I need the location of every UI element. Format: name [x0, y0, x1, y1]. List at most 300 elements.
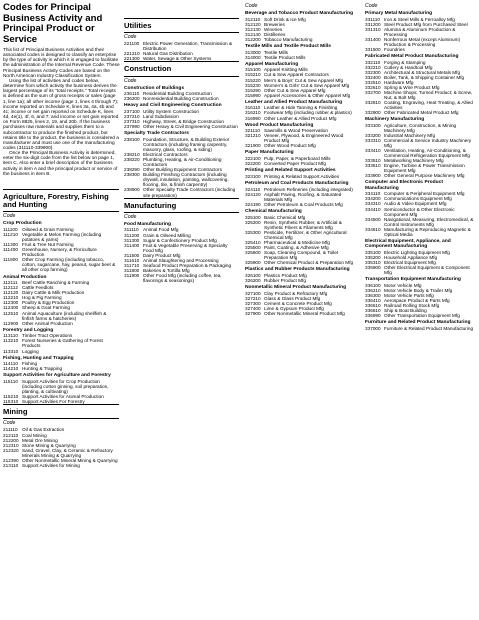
activity-code: 333200	[365, 133, 381, 139]
activity-code: 221300	[124, 56, 140, 62]
activity-code: 112210	[3, 295, 19, 301]
activity-code: 331110	[365, 16, 380, 22]
group-heading: Textile Mills and Textile Product Mills	[245, 43, 331, 49]
activity-description: Other Crop Farming (including tobacco, cotton, sugarcane, hay, peanut, sugar beet & all other crop farming)	[22, 257, 116, 273]
activity-code: 324120	[245, 191, 261, 197]
code-row	[365, 37, 476, 47]
group-heading: Printing and Related Support Activities	[245, 168, 336, 174]
group-heading: Wood Product Manufacturing	[245, 122, 314, 128]
group-heading: Furniture and Related Product Manufacturing	[365, 319, 471, 325]
section-rule	[124, 61, 239, 62]
activity-code: 331500	[365, 46, 381, 52]
activity-description: Building Finishing Contractors (including drywall, insulation, painting, wallcovering, flooring, tile, & finish carpentry)	[143, 172, 229, 188]
activity-code: 113210	[3, 338, 19, 344]
code-row	[365, 138, 476, 148]
activity-description: Motor Vehicle Mfg	[384, 282, 422, 288]
activity-code: 314000	[245, 54, 261, 60]
activity-code: 238210	[124, 152, 140, 158]
intro-paragraph: Once the Principal Business Activity is determined, enter the six-digit code from the list below on page 1, item C. Also enter a brief description of the business activity in item A and the principal product or service of the business in item B.	[3, 151, 118, 177]
activity-code: 237100	[124, 109, 140, 115]
activity-code: 316110	[245, 105, 261, 111]
activity-code: 238300	[124, 172, 140, 178]
activity-description: Commercial & Service Industry Machinery Mfg	[384, 138, 472, 149]
activity-code: 311300	[124, 237, 140, 243]
group-heading: Electrical Equipment, Appliance, and Component Manufacturing	[365, 238, 451, 249]
activity-code: 332810	[365, 100, 381, 106]
section-rule	[3, 189, 119, 190]
activity-description: Other Nonmetallic Mineral Mining & Quarrying	[22, 457, 118, 463]
activity-description: Plastics Product Mfg	[264, 272, 307, 278]
activity-code: 311900	[124, 272, 140, 278]
activity-code: 325600	[245, 249, 261, 255]
group-heading: Fabricated Metal Product Manufacturing	[365, 54, 459, 60]
activity-description: Electric Power Generation, Transmission & Distribution	[143, 41, 233, 52]
activity-code: 311200	[124, 232, 140, 238]
activity-description: Manufacturing & Reproducing Magnetic & Optical Media	[384, 226, 471, 237]
intro-paragraph: This list of Principal Business Activities and their associated codes is designed to classify an enterprise by the type of activity in which it is engaged to facilitate the administration of the Internal Revenue Code. These Principal Business Activity Codes are based on the North American Industry Classification System.	[3, 48, 120, 79]
section-heading: Mining	[3, 407, 28, 417]
activity-description: Foundries	[384, 46, 405, 52]
code-row	[245, 133, 360, 143]
activity-code: 213110	[3, 462, 19, 468]
code-row	[3, 349, 119, 354]
group-heading: Chemical Manufacturing	[245, 208, 302, 214]
activity-description: Coal Mining	[22, 432, 47, 438]
code-row	[3, 379, 119, 394]
code-column-4	[365, 3, 476, 331]
code-column-label: Code	[365, 3, 378, 9]
section-divider	[124, 32, 239, 33]
code-column-label: Code	[124, 34, 137, 41]
activity-description: Other Building Equipment Contractors	[143, 167, 222, 173]
group-heading: Forestry and Logging	[3, 327, 54, 333]
code-row	[124, 137, 239, 152]
activity-description: Steel Product Mfg from Purchased Steel	[384, 21, 468, 27]
code-row	[3, 366, 119, 371]
code-row	[365, 326, 476, 331]
activity-code: 111300	[3, 242, 18, 248]
activity-description: Other Leather & Allied Product Mfg	[264, 115, 337, 121]
activity-description: Oilseed & Grain Farming	[22, 227, 74, 233]
intro-paragraph: Using the list of activities and codes below, determine from which activity the business derives the largest percentage of its "total receipts." Total receipts is defined as the sum of gross receipts or sales (page 1, line 1a); all other income (page 1, lines 4 through 7); income reported on Schedule K, lines 3a, 4a, 4b and 4c; income or net gain reported on Schedule K, lines 4d, 4e(1), 4f, 6, and 7; and income or net gain reported on Form 8825, lines 2, 19, and 20b. If the business purchases raw materials and supplies them to a subcontractor to produce the finished product, but retains title to the product, the business is considered a manufacturer and must use one of the manufacturing codes (311110-339900).	[3, 78, 119, 151]
section-divider	[3, 418, 119, 419]
activity-description: Architectural & Structural Metals Mfg	[384, 69, 461, 75]
activity-description: Hog & Pig Farming	[22, 295, 62, 301]
activity-description: Other Wood Product Mfg	[264, 143, 316, 149]
activity-code: 212320	[3, 447, 19, 453]
activity-code: 323100	[245, 173, 261, 179]
activity-description: Support Activities For Forestry	[22, 399, 85, 405]
code-row	[365, 123, 476, 133]
activity-description: Aerospace Product & Parts Mfg	[384, 297, 450, 303]
activity-description: Motor Vehicle Body & Trailer Mfg	[384, 287, 453, 293]
activity-code: 325300	[245, 229, 261, 235]
activity-description: Tobacco Manufacturing	[264, 36, 313, 42]
code-row	[245, 202, 360, 207]
group-heading: Machinery Manufacturing	[365, 117, 425, 123]
activity-description: Textile Product Mills	[264, 54, 306, 60]
activity-description: Other Food Mfg (including coffee, tea, flavorings & seasonings)	[143, 272, 222, 283]
activity-description: Other Electrical Equipment & Component Mfg	[384, 264, 470, 275]
activity-code: 115110	[3, 379, 18, 385]
code-row	[124, 172, 239, 187]
code-row	[365, 265, 476, 275]
activity-description: Other Fabricated Metal Product Mfg	[384, 110, 459, 116]
activity-description: Ventilation, Heating, Air-Conditioning, & Commercial Refrigeration Equipment Mfg	[384, 148, 470, 159]
activity-description: Footwear Mfg (including rubber & plastics)	[264, 110, 352, 116]
activity-description: Logging	[22, 348, 39, 354]
activity-description: Other Nonmetallic Mineral Product Mfg	[264, 310, 345, 316]
activity-description: Dairy Cattle & Milk Production	[22, 290, 85, 296]
activity-description: Semiconductor & Other Electronic Component Mfg	[384, 206, 455, 217]
activity-code: 327300	[245, 300, 261, 306]
group-heading: Animal Production	[3, 274, 47, 280]
activity-code: 238100	[124, 136, 140, 142]
code-row	[365, 27, 476, 37]
activity-description: Pharmaceutical & Medicine Mfg	[264, 239, 330, 245]
activity-description: Nonresidential Building Construction	[143, 96, 219, 102]
activity-code: 113110	[3, 333, 18, 339]
activity-code: 332300	[365, 69, 381, 75]
code-column-1	[3, 189, 119, 468]
code-row	[124, 96, 239, 101]
activity-code: 331310	[365, 26, 381, 32]
section-rule	[124, 198, 239, 199]
code-row	[124, 41, 239, 51]
activity-code: 211110	[3, 427, 18, 433]
activity-code: 238290	[124, 167, 140, 173]
activity-code: 336990	[365, 312, 381, 318]
activity-description: Cut & Sew Apparel Contractors	[264, 72, 329, 78]
activity-code: 114210	[3, 366, 19, 372]
activity-code: 212390	[3, 457, 19, 463]
activity-description: Other Petroleum & Coal Products Mfg	[264, 201, 343, 207]
activity-description: Cutlery & Handtool Mfg	[384, 64, 433, 70]
activity-description: Support Activities for Crop Production (including cotton ginning, soil preparation, planting, & cultivating)	[22, 379, 109, 395]
activity-description: Dairy Product Mfg	[143, 252, 181, 258]
activity-description: Iron & Steel Mills & Ferroalloy Mfg	[384, 16, 455, 22]
activity-code: 112300	[3, 300, 19, 306]
group-heading: Fishing, Hunting and Trapping	[3, 355, 74, 361]
activity-description: Sand, Gravel, Clay, & Ceramic & Refractory Minerals Mining & Quarrying	[22, 447, 113, 458]
code-row	[245, 260, 360, 265]
activity-code: 336100	[365, 282, 381, 288]
activity-description: Communications Equipment Mfg	[384, 196, 452, 202]
activity-description: Pesticide, Fertilizer, & Other Agricultural Chemical Mfg	[264, 229, 347, 240]
activity-code: 221210	[124, 51, 140, 57]
activity-code: 322200	[245, 161, 261, 167]
activity-code: 315990	[245, 92, 261, 98]
activity-code: 316210	[245, 110, 261, 116]
activity-description: Ship & Boat Building	[384, 307, 427, 313]
activity-description: Electrical Contractors	[143, 152, 188, 158]
group-heading: Leather and Allied Product Manufacturing	[245, 99, 343, 105]
code-row	[3, 257, 119, 272]
activity-code: 212200	[3, 437, 19, 443]
activity-code: 336510	[365, 302, 381, 308]
activity-description: Seafood Product Preparation & Packaging	[143, 262, 232, 268]
activity-code: 332510	[365, 79, 381, 85]
activity-description: Motor Vehicle Parts Mfg	[384, 292, 434, 298]
activity-description: Basic Chemical Mfg	[264, 214, 306, 220]
activity-code: 111100	[3, 227, 18, 233]
activity-code: 311610	[124, 257, 140, 263]
activity-code: 315290	[245, 87, 261, 93]
section-heading: Manufacturing	[124, 200, 177, 210]
code-row	[3, 232, 119, 242]
group-heading: Support Activities for Agriculture and Forestry	[3, 373, 111, 379]
code-row	[365, 100, 476, 110]
activity-description: Sawmills & Wood Preservation	[264, 128, 328, 134]
activity-code: 311800	[124, 267, 140, 273]
activity-description: Breweries	[264, 21, 285, 27]
activity-description: Animal Food Mfg	[143, 227, 179, 233]
activity-description: Glass & Glass Product Mfg	[264, 295, 321, 301]
activity-description: Oil & Gas Extraction	[22, 427, 65, 433]
activity-description: Spring & Wire Product Mfg	[384, 84, 440, 90]
activity-code: 333410	[365, 148, 381, 154]
section-divider	[124, 76, 239, 77]
code-row	[245, 55, 360, 60]
activity-code: 312130	[245, 26, 261, 32]
activity-description: Cattle Feedlots	[22, 285, 54, 291]
activity-description: Beef Cattle Ranching & Farming	[22, 280, 90, 286]
activity-code: 212110	[3, 432, 19, 438]
activity-code: 321210	[245, 133, 261, 139]
code-row	[245, 311, 360, 316]
activity-description: Machine Shops; Turned Product; & Screw, Nut, & Bolt Mfg	[384, 90, 473, 101]
activity-code: 327210	[245, 295, 261, 301]
code-row	[245, 37, 360, 42]
activity-code: 334610	[365, 226, 381, 232]
activity-code: 212310	[3, 442, 19, 448]
activity-code: 333610	[365, 163, 381, 169]
section-divider	[3, 211, 119, 212]
activity-description: Land Subdivision	[143, 114, 179, 120]
code-row	[124, 56, 239, 61]
activity-code: 111900	[3, 257, 18, 263]
activity-code: 334500	[365, 216, 381, 222]
code-row	[245, 161, 360, 166]
activity-description: Audio & Video Equipment Mfg	[384, 201, 447, 207]
activity-description: Rubber Product Mfg	[264, 277, 306, 283]
code-column-label: Code	[3, 213, 16, 220]
group-heading: Apparel Manufacturing	[245, 61, 299, 67]
activity-code: 312110	[245, 16, 261, 22]
activity-description: Other Chemical Product & Preparation Mfg	[264, 260, 354, 266]
group-heading: Nonmetallic Mineral Product Manufacturing	[245, 284, 347, 290]
activity-code: 332610	[365, 84, 381, 90]
activity-code: 327100	[245, 290, 261, 296]
code-row	[124, 124, 239, 129]
section-rule	[124, 18, 239, 19]
activity-code: 336210	[365, 287, 381, 293]
activity-description: Fruit & Vegetable Preserving & Specialty Food Mfg	[143, 242, 228, 253]
activity-description: Distilleries	[264, 31, 286, 37]
activity-code: 336410	[365, 297, 381, 303]
activity-code: 334200	[365, 196, 381, 202]
activity-description: Cement & Concrete Product Mfg	[264, 300, 332, 306]
activity-description: Utility System Construction	[143, 109, 200, 115]
activity-description: Clay Product & Refractory Mfg	[264, 290, 328, 296]
activity-description: Sheep & Goat Farming	[22, 305, 70, 311]
group-heading: Paper Manufacturing	[245, 150, 294, 156]
section-heading: Agriculture, Forestry, Fishing and Hunting	[3, 192, 109, 210]
code-row	[124, 243, 239, 253]
code-row	[365, 163, 476, 173]
activity-code: 327400	[245, 305, 261, 311]
group-heading: Food Manufacturing	[124, 221, 171, 227]
code-row	[245, 278, 360, 283]
activity-description: Resin, Synthetic Rubber, & Artificial & Synthetic Fibers & Filaments Mfg	[264, 219, 342, 230]
activity-code: 238220	[124, 157, 140, 163]
activity-code: 311500	[124, 252, 140, 258]
activity-code: 326200	[245, 277, 261, 283]
activity-description: Engine, Turbine & Power Transmission Equipment Mfg	[384, 163, 465, 174]
activity-code: 332900	[365, 110, 381, 116]
activity-description: Boiler, Tank, & Shipping Container Mfg	[384, 74, 465, 80]
activity-description: Support Activities for Animal Production	[22, 394, 104, 400]
activity-code: 115210	[3, 394, 19, 400]
section-rule	[3, 404, 119, 405]
activity-code: 111210	[3, 232, 18, 238]
code-row	[365, 217, 476, 227]
code-column-2	[124, 18, 239, 283]
code-row	[124, 187, 239, 197]
activity-code: 112120	[3, 290, 19, 296]
group-heading: Beverage and Tobacco Product Manufacturing	[245, 11, 354, 16]
code-row	[245, 230, 360, 240]
activity-code: 335200	[365, 254, 381, 260]
activity-description: Electrical Equipment Mfg	[384, 259, 436, 265]
activity-description: Lime & Gypsum Product Mfg	[264, 305, 324, 311]
activity-code: 311400	[124, 242, 140, 248]
code-row	[245, 116, 360, 121]
activity-code: 335310	[365, 259, 381, 265]
activity-description: Other Specialty Trade Contractors (including site preparation)	[143, 187, 236, 198]
activity-description: Hunting & Trapping	[22, 366, 63, 372]
activity-description: Paint, Coating, & Adhesive Mfg	[264, 244, 329, 250]
activity-description: Residential Building Construction	[143, 91, 212, 97]
activity-description: Forest Nurseries & Gathering of Forest Products	[22, 338, 103, 349]
activity-description: Nonferrous Metal (except Aluminum) Production & Processing	[384, 36, 461, 47]
activity-code: 331400	[365, 36, 381, 42]
activity-code: 333510	[365, 158, 381, 164]
activity-description: Coating, Engraving, Heat Treating, & Allied Activities	[384, 100, 473, 111]
activity-description: Timber Tract Operations	[22, 333, 73, 339]
activity-code: 238900	[124, 187, 140, 193]
activity-code: 114110	[3, 361, 18, 367]
activity-description: Highway, Street, & Bridge Construction	[143, 119, 224, 125]
activity-code: 312120	[245, 21, 261, 27]
activity-code: 325410	[245, 239, 261, 245]
code-column-label: Code	[124, 213, 137, 220]
activity-code: 333100	[365, 122, 381, 128]
activity-description: Other Animal Production	[22, 320, 73, 326]
activity-code: 111400	[3, 247, 18, 253]
activity-code: 333310	[365, 138, 381, 144]
activity-description: Wineries	[264, 26, 283, 32]
activity-description: Women's & Girls' Cut & Sew Apparel Mfg	[264, 82, 350, 88]
code-row	[365, 148, 476, 158]
group-heading: Construction of Buildings	[124, 85, 185, 91]
activity-code: 334410	[365, 206, 381, 212]
activity-code: 112400	[3, 305, 19, 311]
activity-description: Forging & Stamping	[384, 59, 426, 65]
code-column-label: Code	[3, 420, 16, 427]
activity-code: 325500	[245, 244, 261, 250]
code-row	[365, 313, 476, 318]
code-row	[245, 192, 360, 202]
activity-description: Navigational, Measuring, Electromedical, & Control Instruments Mfg	[384, 216, 474, 227]
activity-code: 331200	[365, 21, 381, 27]
activity-description: Poultry & Egg Production	[22, 300, 75, 306]
code-row	[365, 207, 476, 217]
activity-code: 324190	[245, 201, 261, 207]
section-divider	[124, 212, 239, 213]
activity-description: Textile Mills	[264, 49, 288, 55]
activity-description: Asphalt Paving, Roofing, & Saturated Materials Mfg	[264, 191, 342, 202]
code-row	[3, 399, 119, 404]
activity-description: Sugar & Confectionery Product Mfg	[143, 237, 217, 243]
activity-code: 236110	[124, 91, 140, 97]
activity-description: Men's & Boys' Cut & Sew Apparel Mfg	[264, 77, 344, 83]
activity-code: 237310	[124, 119, 140, 125]
activity-code: 221100	[124, 41, 140, 47]
activity-description: Foundation, Structure, & Building Exterior Contractors (including framing carpentry, masonry, glass, roofing, & siding)	[143, 136, 230, 153]
activity-description: Veneer, Plywood, & Engineered Wood Product Mfg	[264, 133, 344, 144]
activity-description: Bakeries & Tortilla Mfg	[143, 267, 190, 273]
group-heading: Plastics and Rubber Products Manufacturing	[245, 267, 350, 273]
activity-code: 334110	[365, 191, 381, 197]
group-heading: Specialty Trade Contractors	[124, 131, 189, 137]
activity-description: Vegetable & Melon Farming (including potatoes & yams)	[22, 232, 102, 243]
activity-description: Animal Aquaculture (including shellfish & finfish farms & hatcheries)	[22, 310, 107, 321]
code-row	[365, 90, 476, 100]
activity-description: Industrial Machinery Mfg	[384, 133, 436, 139]
activity-code: 321900	[245, 143, 261, 149]
activity-code: 335100	[365, 249, 381, 255]
activity-description: Printing & Related Support Activities	[264, 173, 340, 179]
activity-description: Apparel Knitting Mills	[264, 67, 308, 73]
activity-code: 237210	[124, 114, 140, 120]
code-row	[365, 173, 476, 178]
code-row	[245, 93, 360, 98]
code-column-label: Code	[124, 77, 137, 84]
code-row	[365, 110, 476, 115]
activity-code: 115310	[3, 399, 19, 405]
section-heading: Utilities	[124, 21, 152, 30]
activity-code: 332210	[365, 64, 381, 70]
activity-code: 332400	[365, 74, 381, 80]
activity-description: Metal Ore Mining	[22, 437, 58, 443]
activity-description: Electric Lighting Equipment Mfg	[384, 249, 450, 255]
activity-code: 315100	[245, 67, 261, 73]
code-row	[365, 47, 476, 52]
activity-code: 325200	[245, 219, 261, 225]
activity-code: 325900	[245, 260, 261, 266]
group-heading: Computer and Electronic Product Manufacturing	[365, 180, 443, 191]
activity-description: Alumina & Aluminum Production & Processing	[384, 26, 456, 37]
activity-code: 336300	[365, 292, 381, 298]
activity-description: Household Appliance Mfg	[384, 254, 438, 260]
code-row	[3, 321, 119, 326]
activity-description: Other Transportation Equipment Mfg	[384, 312, 460, 318]
activity-code: 321110	[245, 128, 260, 134]
activity-description: Grain & Oilseed Milling	[143, 232, 191, 238]
activity-description: Petroleum Refineries (including integrated)	[264, 186, 353, 192]
activity-code: 326100	[245, 272, 261, 278]
